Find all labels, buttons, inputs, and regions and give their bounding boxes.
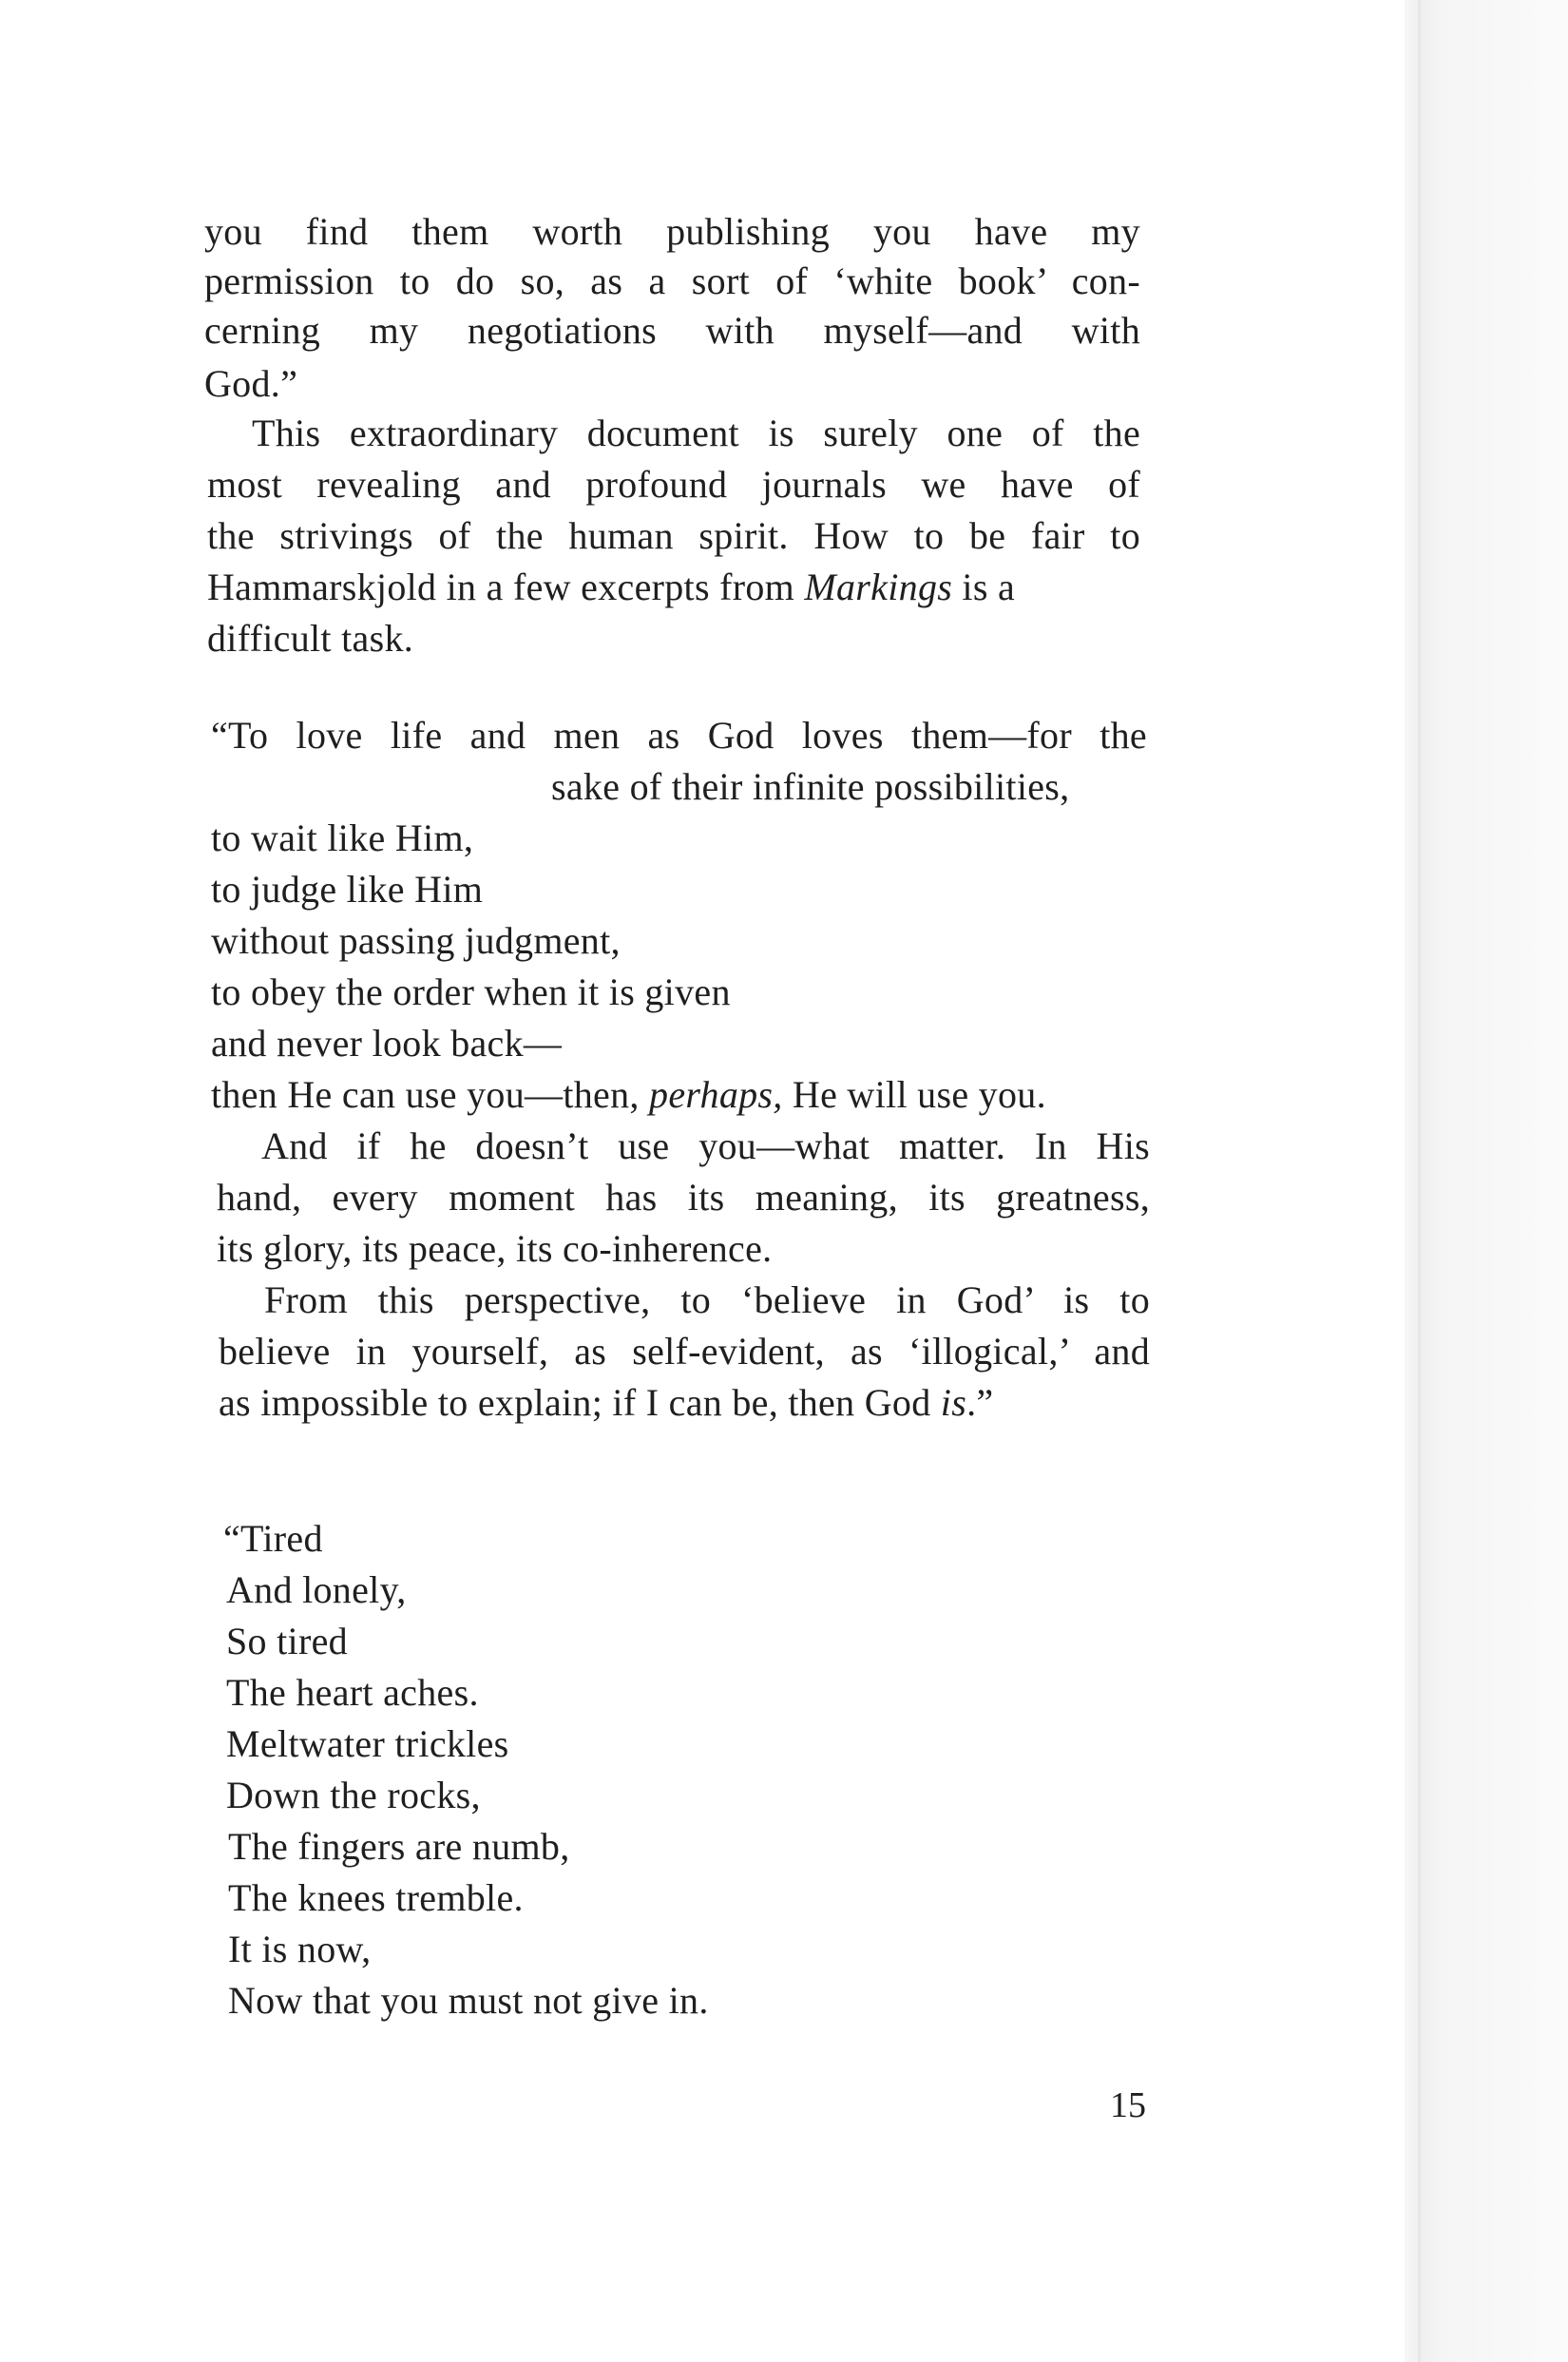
poem-line: The knees tremble. bbox=[228, 1876, 524, 1919]
text-line: you find them worth publishing you have my bbox=[204, 210, 1140, 253]
text-line: God.” bbox=[204, 362, 298, 405]
text-run: is a bbox=[952, 566, 1016, 608]
page-gutter-edge bbox=[1418, 0, 1421, 2362]
poem-line: The fingers are numb, bbox=[228, 1825, 570, 1868]
text-line: cerning my negotiations with myself—and with bbox=[204, 309, 1140, 352]
text-line: to wait like Him, bbox=[211, 816, 474, 859]
page-number: 15 bbox=[1110, 2085, 1146, 2125]
poem-line: It is now, bbox=[228, 1928, 372, 1970]
text-line: the strivings of the human spirit. How to be fair to bbox=[207, 514, 1140, 557]
text-line: From this perspective, to ‘believe in God’ is to bbox=[264, 1278, 1150, 1321]
text-line: permission to do so, as a sort of ‘white book’ con- bbox=[204, 259, 1140, 302]
text-line bbox=[219, 1380, 993, 1426]
text-line: most revealing and profound journals we have of bbox=[207, 463, 1140, 506]
text-line: And if he doesn’t use you—what matter. In His bbox=[261, 1124, 1150, 1167]
emphasis-perhaps: perhaps, bbox=[649, 1073, 783, 1116]
text-line bbox=[207, 565, 1015, 610]
poem-line: Meltwater trickles bbox=[226, 1722, 509, 1765]
emphasis-is: is bbox=[940, 1381, 967, 1424]
text-run: He will use you. bbox=[782, 1073, 1046, 1116]
text-line: and never look back— bbox=[211, 1022, 563, 1065]
text-line: believe in yourself, as self-evident, as ‘illogical,’ and bbox=[219, 1330, 1150, 1373]
book-title: Markings bbox=[804, 566, 953, 608]
text-line: hand, every moment has its meaning, its greatness, bbox=[217, 1176, 1150, 1219]
text-line: This extraordinary document is surely one of the bbox=[252, 412, 1140, 454]
poem-line: And lonely, bbox=[226, 1568, 407, 1611]
text-line: to obey the order when it is given bbox=[211, 970, 731, 1013]
text-line: “To love life and men as God loves them—for the bbox=[211, 714, 1147, 757]
text-run: .” bbox=[966, 1381, 994, 1424]
text-run: Hammarskjold in a few excerpts from bbox=[207, 566, 805, 608]
text-line: to judge like Him bbox=[211, 868, 484, 911]
text-run: then He can use you—then, bbox=[211, 1073, 650, 1116]
poem-line: “Tired bbox=[223, 1517, 323, 1560]
poem-line: So tired bbox=[226, 1620, 348, 1662]
poem-line: Now that you must not give in. bbox=[228, 1979, 709, 2022]
text-line: difficult task. bbox=[207, 617, 414, 660]
text-line: without passing judgment, bbox=[211, 919, 621, 962]
text-line: sake of their infinite possibilities, bbox=[551, 765, 1070, 808]
poem-line: Down the rocks, bbox=[226, 1774, 481, 1816]
poem-line: The heart aches. bbox=[226, 1671, 479, 1714]
text-run: as impossible to explain; if I can be, then God bbox=[219, 1381, 941, 1424]
page-gutter bbox=[1405, 0, 1568, 2362]
text-line bbox=[211, 1072, 1046, 1118]
text-line: its glory, its peace, its co-inherence. bbox=[217, 1227, 773, 1270]
